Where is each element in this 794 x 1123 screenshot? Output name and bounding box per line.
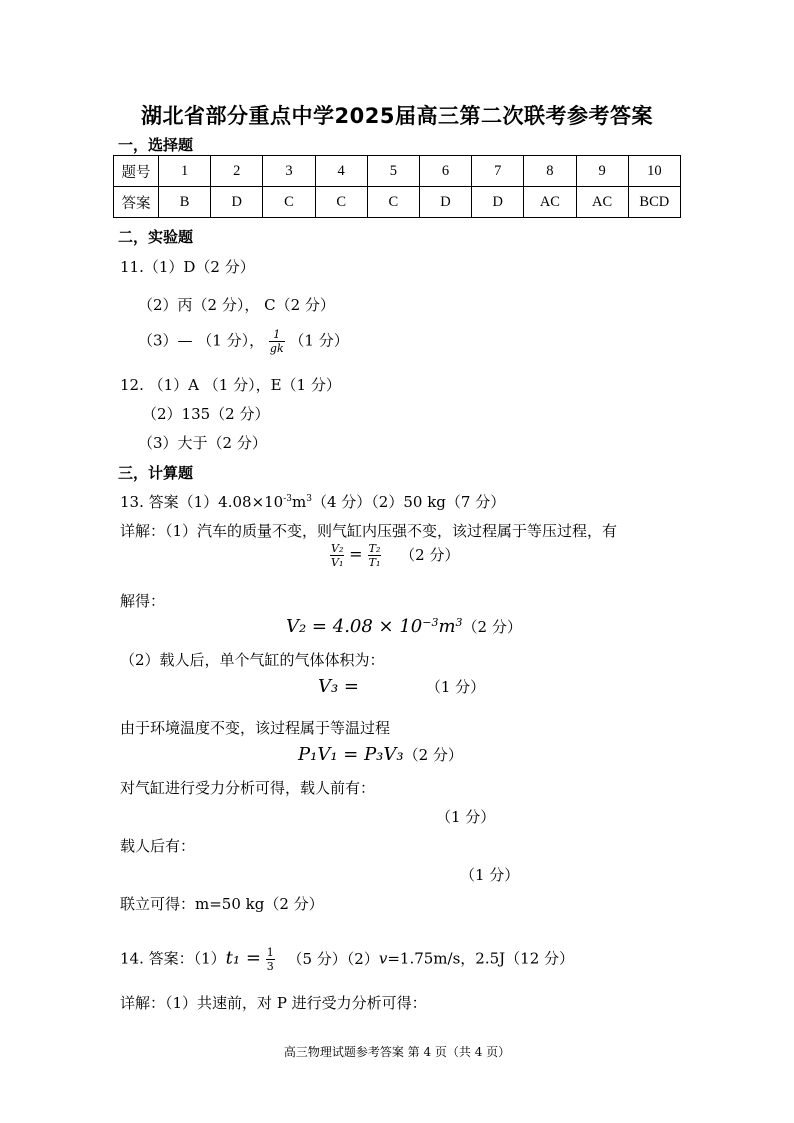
fraction-t [368, 542, 382, 569]
q11-fraction [269, 328, 285, 355]
equation-text: P₁V₁ = P₃V₃ [298, 744, 404, 765]
q14-answer-text: =1.75m/s，2.5J（12 分） [387, 949, 575, 968]
q14-answer [120, 946, 574, 973]
row-header: 题号 [114, 156, 159, 187]
table-cell: D [419, 187, 471, 218]
fraction-numerator: V₂ [331, 542, 344, 555]
table-cell: 6 [419, 156, 471, 187]
fraction-numerator: 1 [266, 946, 274, 959]
q11-line3 [138, 328, 349, 355]
q12-line2: （2）135（2 分） [142, 405, 270, 423]
unit: m [292, 493, 307, 511]
q13-answer [120, 491, 505, 512]
equation-text: V₃ = [318, 676, 360, 697]
fraction-v [330, 542, 344, 569]
q13-equation-4 [298, 744, 463, 765]
exponent: 3 [306, 494, 312, 504]
equation-text: t₁ = [225, 947, 261, 969]
table-cell: AC [576, 187, 628, 218]
fraction-numerator: T₂ [368, 542, 381, 555]
q14-detail-1: 详解：（1）共速前，对 P 进行受力分析可得： [120, 994, 427, 1012]
fraction-one-third [266, 946, 275, 973]
score: （2 分） [403, 746, 463, 764]
table-cell: 3 [263, 156, 315, 187]
q12-line1: 12. （1）A （1 分），E（1 分） [120, 376, 341, 394]
table-cell: 2 [211, 156, 263, 187]
q13-detail-2: （2）载人后，单个气缸的气体体积为： [120, 651, 385, 669]
q13-equation-5-score: （1 分） [436, 808, 496, 826]
q11-line3-score: （1 分） [289, 331, 349, 350]
answer-table [113, 155, 681, 218]
exponent: -3 [283, 494, 293, 504]
q13-detail-6: 联立可得：m=50 kg（2 分） [120, 895, 324, 913]
table-cell: C [263, 187, 315, 218]
q13-detail-4: 对气缸进行受力分析可得，载人前有： [120, 779, 376, 797]
table-cell: 8 [524, 156, 576, 187]
exponent: 3 [455, 616, 463, 629]
q13-equation-3 [318, 676, 485, 697]
section-heading-experiment: 二，实验题 [118, 228, 194, 246]
table-cell: D [211, 187, 263, 218]
table-cell: 5 [367, 156, 419, 187]
table-cell: D [472, 187, 524, 218]
table-cell: B [159, 187, 211, 218]
q13-equation-6-score: （1 分） [460, 866, 520, 884]
q13-equation-2 [286, 616, 522, 637]
table-cell: C [315, 187, 367, 218]
table-cell: 7 [472, 156, 524, 187]
score: （1 分） [425, 678, 486, 696]
q13-answer-text: 13. 答案（1）4.08×10 [120, 493, 284, 511]
q12-line3: （3）大于（2 分） [138, 434, 267, 452]
exponent: −3 [422, 616, 439, 629]
section-heading-choice: 一，选择题 [118, 136, 194, 154]
fraction-denominator: 3 [266, 960, 274, 973]
score: （2 分） [400, 545, 460, 564]
table-cell: 10 [628, 156, 680, 187]
fraction-numerator: 1 [269, 328, 285, 342]
table-row-numbers [114, 156, 681, 187]
table-cell: 1 [159, 156, 211, 187]
q14-answer-text: （5 分）（2） [287, 949, 379, 968]
table-cell: 4 [315, 156, 367, 187]
row-header: 答案 [114, 187, 159, 218]
fraction-denominator: gk [269, 342, 284, 355]
section-heading-calculation: 三，计算题 [118, 464, 194, 482]
table-cell: AC [524, 187, 576, 218]
table-cell: C [367, 187, 419, 218]
q13-equation-1: $\frac{\text{V₂}}{\text{V₁}}$ = $\frac{\text{T₂}}{\text{T₁}}$ （2 分） [331, 542, 460, 569]
q13-detail-3: 由于环境温度不变，该过程属于等温过程 [120, 719, 391, 737]
table-cell: BCD [628, 187, 680, 218]
q14-answer-text: 14. 答案：（1） [120, 949, 226, 968]
table-cell: 9 [576, 156, 628, 187]
fraction-denominator: T₁ [368, 556, 381, 569]
score: （2 分） [462, 618, 522, 636]
velocity-symbol: v [378, 949, 388, 968]
q11-line2: （2）丙（2 分）， C（2 分） [138, 296, 335, 314]
equation-text: V₂ = 4.08 × 10 [286, 616, 423, 637]
unit: m [438, 616, 456, 637]
fraction-denominator: V₁ [331, 556, 344, 569]
q13-detail-1: 详解：（1）汽车的质量不变，则气缸内压强不变，该过程属于等压过程，有 [120, 522, 618, 540]
q13-detail-5: 载人后有： [120, 837, 196, 855]
q11-line3-text: （3）— （1 分）， [138, 331, 265, 350]
jiede-label: 解得： [120, 592, 166, 610]
page-footer: 高三物理试题参考答案 第 4 页（共 4 页） [283, 1045, 511, 1059]
q11-line1: 11.（1）D（2 分） [120, 258, 255, 276]
page-title: 湖北省部分重点中学2025届高三第二次联考参考答案 [141, 104, 653, 128]
table-row-answers [114, 187, 681, 218]
q13-answer-rest: （4 分）（2）50 kg（7 分） [311, 493, 506, 511]
